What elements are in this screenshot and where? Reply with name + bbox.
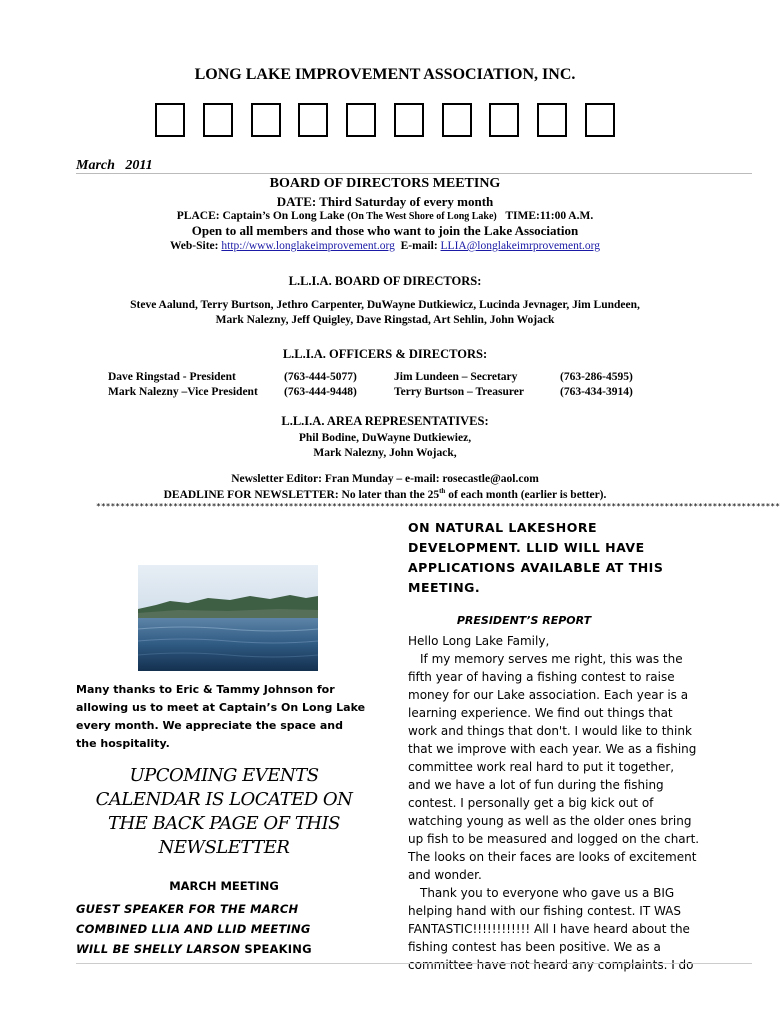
placeholder-glyph-icon — [442, 103, 472, 137]
reps-heading: L.L.I.A. AREA REPRESENTATIVES: — [281, 414, 489, 428]
guest-speaker-note — [76, 899, 376, 959]
guest-line — [76, 939, 376, 959]
reps-names-line: Phil Bodine, DuWayne Dutkiewiez, — [298, 432, 472, 444]
email-link[interactable]: LLIA@longlakeimrprovement.org — [440, 240, 601, 252]
report-paragraph: Thank you to everyone who gave us a BIG helping hand with our fishing contest. IT WAS FANTASTIC!!!!!!!!!!!! All I have heard about the fishing contest has been positive. We as a committee have not heard any complaints. I do — [408, 886, 694, 972]
events-line: UPCOMING EVENTS — [129, 765, 319, 786]
thanks-note: Many thanks to Eric & Tammy Johnson for allowing us to meet at Captain’s On Long Lake every month. We appreciate the space and the hospitality. — [76, 683, 366, 750]
events-line: CALENDAR IS LOCATED ON — [95, 789, 353, 810]
meeting-date: DATE: Third Saturday of every month — [276, 194, 494, 209]
newsletter-editor: Newsletter Editor: Fran Munday – e-mail: rosecastle@aol.com — [231, 473, 539, 485]
notice-line: APPLICATIONS AVAILABLE AT THIS — [408, 560, 664, 575]
issue-date: March 2011 — [76, 158, 153, 173]
deadline-text: DEADLINE FOR NEWSLETTER: No later than the 25 — [163, 488, 440, 501]
events-line: NEWSLETTER — [158, 837, 290, 858]
events-line: THE BACK PAGE OF THIS — [107, 813, 341, 834]
meeting-place — [0, 210, 770, 222]
lakeshore-notice — [408, 518, 708, 598]
meeting-open-note: Open to all members and those who want to join the Lake Association — [191, 223, 579, 238]
website-link[interactable]: http://www.longlakeimprovement.org — [221, 240, 395, 252]
officer-name: Dave Ringstad - President — [108, 371, 236, 383]
placeholder-glyph-icon — [585, 103, 615, 137]
presidents-report-heading: PRESIDENT’S REPORT — [456, 614, 592, 627]
star-divider: ********************************************************************************************************************************************** — [96, 502, 780, 511]
board-names-line: Mark Nalezny, Jeff Quigley, Dave Ringstad, Art Sehlin, John Wojack — [215, 314, 555, 326]
placeholder-glyph-icon — [346, 103, 376, 137]
divider — [76, 173, 752, 174]
officers-heading: L.L.I.A. OFFICERS & DIRECTORS: — [282, 347, 488, 361]
officer-phone: (763-286-4595) — [560, 371, 633, 383]
guest-line: GUEST SPEAKER FOR THE MARCH — [76, 902, 299, 916]
newsletter-title: LONG LAKE IMPROVEMENT ASSOCIATION, INC. — [194, 66, 576, 83]
placeholder-glyph-icon — [394, 103, 424, 137]
officer-phone: (763-444-5077) — [284, 371, 357, 383]
place-note: (On The West Shore of Long Lake) — [347, 211, 497, 222]
reps-names-line: Mark Nalezny, John Wojack, — [313, 447, 457, 459]
deadline-text: of each month (earlier is better). — [445, 488, 607, 501]
placeholder-glyph-icon — [489, 103, 519, 137]
divider — [76, 963, 752, 964]
deadline-suffix: th — [439, 487, 446, 495]
board-names-line: Steve Aalund, Terry Burtson, Jethro Carpenter, DuWayne Dutkiewicz, Lucinda Jevnager, Jim Lundeen, — [130, 299, 640, 311]
report-greeting: Hello Long Lake Family, — [408, 634, 550, 648]
officer-phone: (763-434-3914) — [560, 386, 633, 398]
meeting-title: BOARD OF DIRECTORS MEETING — [269, 176, 501, 191]
placeholder-glyph-icon — [155, 103, 185, 137]
officer-name: Jim Lundeen – Secretary — [394, 371, 518, 383]
notice-line: MEETING. — [408, 580, 481, 595]
place-label: PLACE: Captain’s On Long Lake — [176, 210, 345, 222]
notice-line: DEVELOPMENT. LLID WILL HAVE — [408, 540, 645, 555]
placeholder-glyph-icon — [537, 103, 567, 137]
upcoming-events-note — [76, 764, 372, 860]
placeholder-glyph-icon — [251, 103, 281, 137]
board-heading: L.L.I.A. BOARD OF DIRECTORS: — [288, 274, 482, 288]
placeholder-glyph-icon — [203, 103, 233, 137]
contact-line: Web-Site: http://www.longlakeimprovement.org E-mail: LLIA@longlakeimrprovement.org — [169, 240, 601, 252]
reps-names — [0, 431, 770, 461]
guest-line-text: SPEAKING — [240, 942, 312, 956]
officer-phone: (763-444-9448) — [284, 386, 357, 398]
website-label: Web-Site — [169, 240, 215, 252]
placeholder-glyph-row — [155, 103, 615, 143]
placeholder-glyph-icon — [298, 103, 328, 137]
email-label: E-mail — [400, 240, 434, 252]
lake-photo — [138, 565, 318, 671]
guest-line: COMBINED LLIA AND LLID MEETING — [76, 922, 311, 936]
board-names — [0, 298, 770, 328]
notice-line: ON NATURAL LAKESHORE — [408, 520, 598, 535]
officer-name: Mark Nalezny –Vice President — [108, 386, 258, 398]
report-paragraph: If my memory serves me right, this was the fifth year of having a fishing contest to raise money for our Lake association. Each year is a learning experience. We find out things that work and things that don't. I would like to think that we improve with each year. We as a fishing committee work real hard to put it together, and we have a lot of fun during the fishing contest. I personally get a big kick out of watching young as well as the older ones bring up fish to be measured and logged on the chart. The looks on their faces are looks of excitement and wonder. — [408, 652, 700, 882]
newsletter-deadline — [0, 487, 770, 501]
guest-line-text: WILL BE SHELLY LARSON — [76, 942, 241, 956]
march-meeting-heading: MARCH MEETING — [169, 879, 279, 893]
presidents-report-body — [408, 632, 700, 974]
officer-name: Terry Burtson – Treasurer — [394, 386, 525, 398]
meeting-time: TIME:11:00 A.M. — [505, 210, 594, 222]
